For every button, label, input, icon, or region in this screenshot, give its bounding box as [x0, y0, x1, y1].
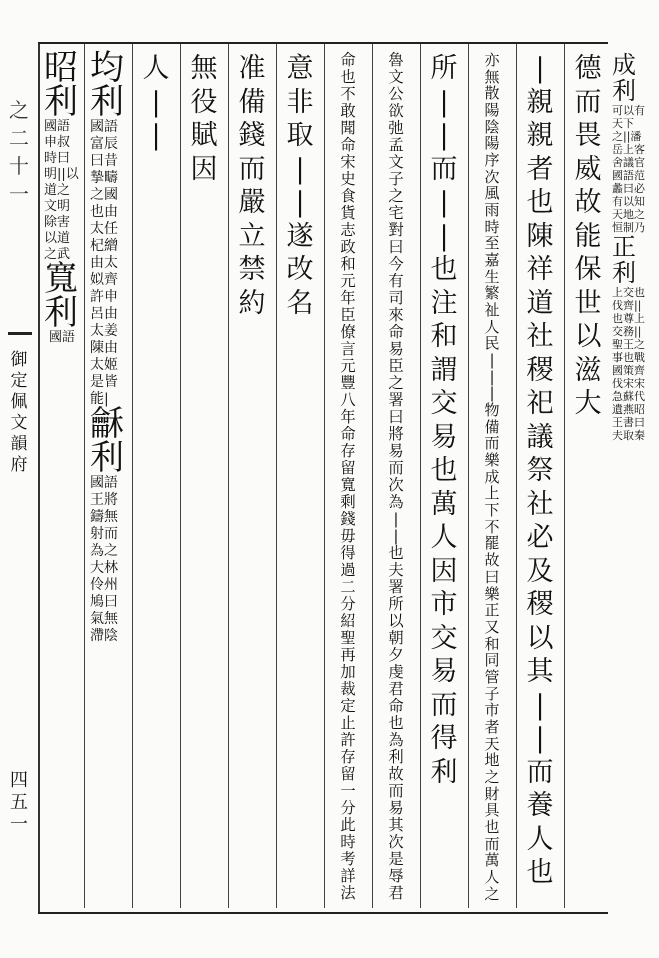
- glyph: 止: [340, 714, 356, 732]
- glyph: 命: [388, 323, 404, 341]
- glyph: 一: [9, 182, 29, 206]
- text-column-10: [138, 52, 174, 902]
- glyph: 而: [574, 86, 602, 118]
- glyph: 必: [526, 522, 554, 553]
- glyph: 市: [484, 701, 500, 720]
- glyph: 因: [430, 555, 458, 587]
- glyph: 不: [484, 517, 500, 536]
- glyph: 備: [484, 417, 500, 436]
- glyph: |: [393, 527, 399, 545]
- glyph: 將: [388, 425, 404, 443]
- glyph: 毋: [340, 527, 356, 545]
- glyph: 所: [388, 595, 404, 613]
- column-divider: [516, 44, 517, 908]
- text-column-6: [330, 52, 366, 902]
- glyph: 養: [526, 790, 554, 821]
- glyph: 罷: [484, 534, 500, 553]
- glyph: |: [295, 187, 305, 218]
- glyph: 也: [484, 817, 500, 836]
- glyph: 祀: [526, 388, 554, 419]
- glyph: 為: [388, 731, 404, 749]
- glyph: 物: [484, 401, 500, 420]
- glyph: |: [295, 153, 305, 185]
- column-divider: [372, 44, 373, 908]
- glyph: 來: [388, 306, 404, 324]
- glyph: 是: [388, 850, 404, 868]
- glyph: 易: [388, 799, 404, 817]
- glyph: 夕: [388, 646, 404, 664]
- headword-h4-text: 國語: [48, 330, 75, 345]
- glyph: 祉: [484, 301, 500, 320]
- glyph: 臣: [388, 357, 404, 375]
- glyph: 也: [526, 857, 554, 888]
- glyph: 分: [340, 799, 356, 817]
- text-column-2: [522, 52, 558, 902]
- glyph: 命: [340, 425, 356, 443]
- glyph: 德: [574, 53, 602, 84]
- glyph: 和: [430, 321, 458, 352]
- glyph: 食: [340, 187, 356, 205]
- glyph: 法: [340, 884, 356, 902]
- glyph: 宋: [340, 153, 356, 171]
- column-divider: [276, 44, 277, 908]
- column-divider: [228, 44, 229, 908]
- glyph: 故: [388, 765, 404, 783]
- glyph: 社: [526, 488, 554, 520]
- glyph: 弛: [388, 119, 404, 137]
- glyph: 陳: [526, 220, 554, 252]
- glyph: 對: [388, 221, 404, 239]
- margin-book-title: [6, 350, 32, 476]
- glyph: 稷: [526, 589, 554, 620]
- glyph: 之: [484, 767, 500, 786]
- glyph: 樂: [484, 451, 500, 470]
- glyph: 存: [340, 748, 356, 766]
- glyph: 署: [388, 578, 404, 596]
- glyph: 道: [526, 287, 554, 319]
- glyph: 樂: [484, 584, 500, 603]
- glyph: 此: [340, 816, 356, 834]
- glyph: 留: [340, 765, 356, 783]
- text-column-8: [234, 52, 270, 902]
- glyph: 人: [142, 53, 170, 84]
- glyph: 非: [286, 86, 314, 118]
- column-divider: [84, 44, 85, 908]
- glyph: 得: [340, 544, 356, 562]
- glyph: 過: [340, 561, 356, 579]
- glyph: |: [439, 187, 449, 218]
- glyph: 取: [286, 120, 314, 151]
- glyph: 也: [430, 455, 458, 486]
- text-column-7: [282, 52, 318, 902]
- glyph: 子: [388, 170, 404, 188]
- glyph: 言: [340, 340, 356, 358]
- glyph: 准: [238, 53, 266, 84]
- glyph: 能: [574, 220, 602, 252]
- glyph: 賦: [190, 120, 218, 151]
- glyph: 詳: [340, 867, 356, 885]
- glyph: 散: [484, 84, 500, 103]
- glyph: 十: [9, 154, 29, 178]
- glyph: 政: [340, 238, 356, 256]
- glyph: 君: [388, 680, 404, 698]
- glyph: 二: [9, 126, 29, 150]
- glyph: 再: [340, 646, 356, 664]
- glyph: 畏: [574, 120, 602, 151]
- column-divider: [420, 44, 421, 908]
- glyph: 而: [526, 756, 554, 788]
- glyph: 以: [388, 612, 404, 630]
- glyph: 剩: [340, 493, 356, 511]
- glyph: 年: [340, 408, 356, 426]
- glyph: 故: [574, 187, 602, 218]
- glyph: 存: [340, 442, 356, 460]
- glyph: 今: [388, 255, 404, 273]
- glyph: 有: [388, 272, 404, 290]
- glyph: 聞: [340, 119, 356, 137]
- column-divider: [324, 44, 325, 908]
- glyph: 易: [430, 421, 458, 453]
- glyph: 命: [340, 136, 356, 154]
- glyph: 生: [484, 267, 500, 286]
- glyph: 之: [388, 374, 404, 392]
- glyph: 君: [388, 884, 404, 902]
- headword-h5-text: 可以有天下之||潘岳上客舍議官國語范蠡曰必有以知天地之恒制乃: [612, 104, 645, 234]
- glyph: 元: [340, 272, 356, 290]
- glyph: 夫: [388, 561, 404, 579]
- glyph: 定: [340, 697, 356, 715]
- glyph: 無: [484, 67, 500, 86]
- glyph: 同: [484, 651, 500, 670]
- glyph: 亦: [484, 51, 500, 69]
- glyph: 注: [430, 287, 458, 319]
- glyph: 考: [340, 850, 356, 868]
- glyph: 交: [430, 388, 458, 419]
- text-column-4: [426, 52, 462, 902]
- glyph: 所: [430, 53, 458, 84]
- glyph: 其: [526, 656, 554, 687]
- glyph: 風: [484, 184, 500, 203]
- glyph: 滋: [574, 354, 602, 386]
- glyph: 許: [340, 731, 356, 749]
- glyph: 而: [430, 689, 458, 721]
- glyph: 貨: [340, 204, 356, 222]
- page-margin: [2, 44, 36, 908]
- glyph: 而: [430, 153, 458, 185]
- glyph: |: [535, 53, 545, 84]
- glyph: 具: [484, 801, 500, 820]
- glyph: 遂: [286, 220, 314, 252]
- glyph: 時: [484, 217, 500, 236]
- headword-h1: 均利: [90, 48, 124, 122]
- glyph: 二: [340, 578, 356, 596]
- glyph: 正: [484, 601, 500, 620]
- headword-h2-text: 國語王將鑄無射而為之大林伶州鳩曰氣無滯陰: [90, 475, 118, 644]
- glyph: 次: [388, 476, 404, 494]
- headword-h6-text: 上交也伐齊||也尊上交務||聖王之事也戰國策齊伐宋宋急蘇代遺燕昭王書曰夫取秦: [612, 286, 645, 442]
- glyph: 為: [388, 493, 404, 511]
- glyph: 四: [10, 770, 28, 791]
- glyph: 史: [340, 170, 356, 188]
- glyph: 也: [526, 187, 554, 218]
- glyph: 元: [340, 357, 356, 375]
- headword-h6: 正利: [612, 233, 636, 287]
- glyph: 而: [388, 459, 404, 477]
- glyph: |: [489, 384, 495, 403]
- glyph: 豐: [340, 374, 356, 392]
- glyph: 保: [574, 254, 602, 285]
- glyph: 立: [238, 220, 266, 252]
- glyph: |: [439, 220, 449, 252]
- glyph: |: [489, 367, 495, 386]
- glyph: 寬: [340, 476, 356, 494]
- glyph: 文: [388, 153, 404, 171]
- glyph: 陰: [484, 117, 500, 136]
- glyph: 財: [484, 784, 500, 803]
- glyph: 錢: [238, 120, 266, 151]
- fishtail-mark: [8, 332, 32, 347]
- glyph: 而: [484, 834, 500, 853]
- glyph: 紹: [340, 612, 356, 630]
- glyph: 得: [430, 723, 458, 754]
- glyph: |: [439, 120, 449, 151]
- text-column-5: [378, 52, 414, 902]
- glyph: 和: [484, 634, 500, 653]
- column-divider: [132, 44, 133, 908]
- column-divider: [564, 44, 565, 908]
- glyph: 易: [388, 442, 404, 460]
- glyph: 世: [574, 287, 602, 319]
- glyph: 一: [340, 782, 356, 800]
- headword-h2: 龢利: [90, 404, 124, 478]
- glyph: 又: [484, 617, 500, 636]
- glyph: 分: [340, 595, 356, 613]
- text-column-1: [570, 52, 606, 902]
- glyph: 定: [10, 371, 28, 391]
- glyph: 也: [430, 254, 458, 285]
- glyph: 僚: [340, 323, 356, 341]
- glyph: 次: [484, 167, 500, 186]
- glyph: 人: [526, 823, 554, 855]
- glyph: |: [535, 689, 545, 721]
- glyph: 虔: [388, 663, 404, 681]
- glyph: 人: [484, 867, 500, 886]
- glyph: 雨: [484, 201, 500, 220]
- glyph: 大: [574, 388, 602, 419]
- glyph: 留: [340, 459, 356, 477]
- headword-column: [44, 48, 80, 902]
- glyph: 利: [430, 756, 458, 788]
- margin-page-number: [6, 770, 32, 836]
- glyph: 敢: [340, 102, 356, 120]
- glyph: 萬: [430, 488, 458, 520]
- glyph: 子: [484, 684, 500, 703]
- glyph: 上: [484, 484, 500, 503]
- glyph: 而: [388, 782, 404, 800]
- glyph: 也: [340, 68, 356, 86]
- glyph: 命: [388, 697, 404, 715]
- glyph: 因: [190, 153, 218, 185]
- glyph: 名: [286, 287, 314, 319]
- glyph: 人: [484, 317, 500, 336]
- glyph: 署: [388, 391, 404, 409]
- column-divider: [180, 44, 181, 908]
- glyph: 約: [238, 287, 266, 319]
- glyph: |: [439, 86, 449, 118]
- glyph: 天: [484, 734, 500, 753]
- headword-h3-text: 國語申叔時曰明||以道之文明除害以道之武: [44, 119, 79, 262]
- glyph: 親: [526, 120, 554, 151]
- glyph: 魯: [388, 51, 404, 69]
- glyph: 易: [388, 340, 404, 358]
- glyph: 人: [430, 522, 458, 553]
- glyph: 威: [574, 153, 602, 185]
- margin-volume-mark: [6, 96, 32, 208]
- glyph: 曰: [388, 238, 404, 256]
- glyph: 文: [10, 413, 28, 433]
- glyph: 曰: [484, 567, 500, 586]
- glyph: 改: [286, 254, 314, 285]
- glyph: 市: [430, 589, 458, 620]
- headword-column: [612, 52, 652, 902]
- glyph: 意: [286, 53, 314, 84]
- glyph: 辱: [388, 867, 404, 885]
- glyph: 親: [526, 86, 554, 118]
- text-column-9: [186, 52, 222, 902]
- glyph: 司: [388, 289, 404, 307]
- glyph: 志: [340, 221, 356, 239]
- glyph: 朝: [388, 629, 404, 647]
- glyph: 之: [9, 98, 29, 122]
- glyph: |: [489, 351, 495, 370]
- glyph: 稷: [526, 354, 554, 386]
- glyph: 民: [484, 334, 500, 353]
- glyph: 時: [340, 833, 356, 851]
- glyph: |: [393, 510, 399, 528]
- glyph: 陽: [484, 101, 500, 120]
- glyph: 其: [388, 816, 404, 834]
- glyph: 文: [388, 68, 404, 86]
- text-column-3: [474, 52, 510, 902]
- glyph: 一: [10, 814, 28, 835]
- glyph: 孟: [388, 136, 404, 154]
- glyph: 臣: [340, 306, 356, 324]
- glyph: 曰: [388, 408, 404, 426]
- headword-h1-text: 國語富辰曰昔摯疇之國也由太任杞繒由太姒齊許申呂由太姜陳由太姬是皆能|: [90, 119, 118, 407]
- glyph: 命: [340, 51, 356, 69]
- glyph: |: [535, 723, 545, 754]
- headword-h3: 昭利: [44, 48, 78, 122]
- glyph: 以: [574, 321, 602, 352]
- glyph: 也: [388, 714, 404, 732]
- glyph: 者: [526, 153, 554, 185]
- glyph: 成: [484, 467, 500, 486]
- glyph: 年: [340, 289, 356, 307]
- glyph: 祭: [526, 455, 554, 486]
- glyph: 謂: [430, 354, 458, 386]
- glyph: 無: [190, 53, 218, 84]
- glyph: 而: [484, 434, 500, 453]
- glyph: 以: [526, 622, 554, 654]
- glyph: 之: [484, 884, 500, 903]
- glyph: 五: [10, 792, 28, 813]
- glyph: 嚴: [238, 187, 266, 218]
- glyph: |: [151, 86, 161, 118]
- glyph: 繁: [484, 284, 500, 303]
- glyph: 和: [340, 255, 356, 273]
- glyph: 宅: [388, 204, 404, 222]
- glyph: 社: [526, 321, 554, 352]
- glyph: 韻: [10, 434, 28, 454]
- glyph: 序: [484, 151, 500, 170]
- glyph: 役: [190, 86, 218, 118]
- glyph: |: [151, 120, 161, 151]
- glyph: 裁: [340, 680, 356, 698]
- headword-h5: 成利: [612, 51, 636, 105]
- glyph: 而: [238, 153, 266, 185]
- glyph: 管: [484, 667, 500, 686]
- glyph: 者: [484, 717, 500, 736]
- glyph: 也: [388, 544, 404, 562]
- glyph: 地: [484, 751, 500, 770]
- glyph: 御: [10, 350, 28, 370]
- headword-column: [90, 48, 126, 902]
- glyph: 府: [10, 455, 28, 475]
- glyph: 八: [340, 391, 356, 409]
- glyph: 佩: [10, 392, 28, 412]
- headword-h4: 寬利: [44, 259, 78, 333]
- glyph: 備: [238, 86, 266, 118]
- glyph: 祥: [526, 254, 554, 285]
- glyph: 不: [340, 85, 356, 103]
- glyph: 加: [340, 663, 356, 681]
- glyph: 欲: [388, 102, 404, 120]
- glyph: 萬: [484, 851, 500, 870]
- glyph: 及: [526, 555, 554, 587]
- glyph: 故: [484, 551, 500, 570]
- glyph: 利: [388, 748, 404, 766]
- glyph: 陽: [484, 134, 500, 153]
- glyph: 錢: [340, 510, 356, 528]
- glyph: 議: [526, 421, 554, 453]
- glyph: 聖: [340, 629, 356, 647]
- glyph: 次: [388, 833, 404, 851]
- glyph: 禁: [238, 254, 266, 285]
- glyph: 嘉: [484, 251, 500, 270]
- glyph: 至: [484, 234, 500, 253]
- glyph: 下: [484, 501, 500, 520]
- glyph: 交: [430, 622, 458, 654]
- column-divider: [468, 44, 469, 908]
- glyph: 公: [388, 85, 404, 103]
- glyph: 易: [430, 656, 458, 687]
- glyph: 之: [388, 187, 404, 205]
